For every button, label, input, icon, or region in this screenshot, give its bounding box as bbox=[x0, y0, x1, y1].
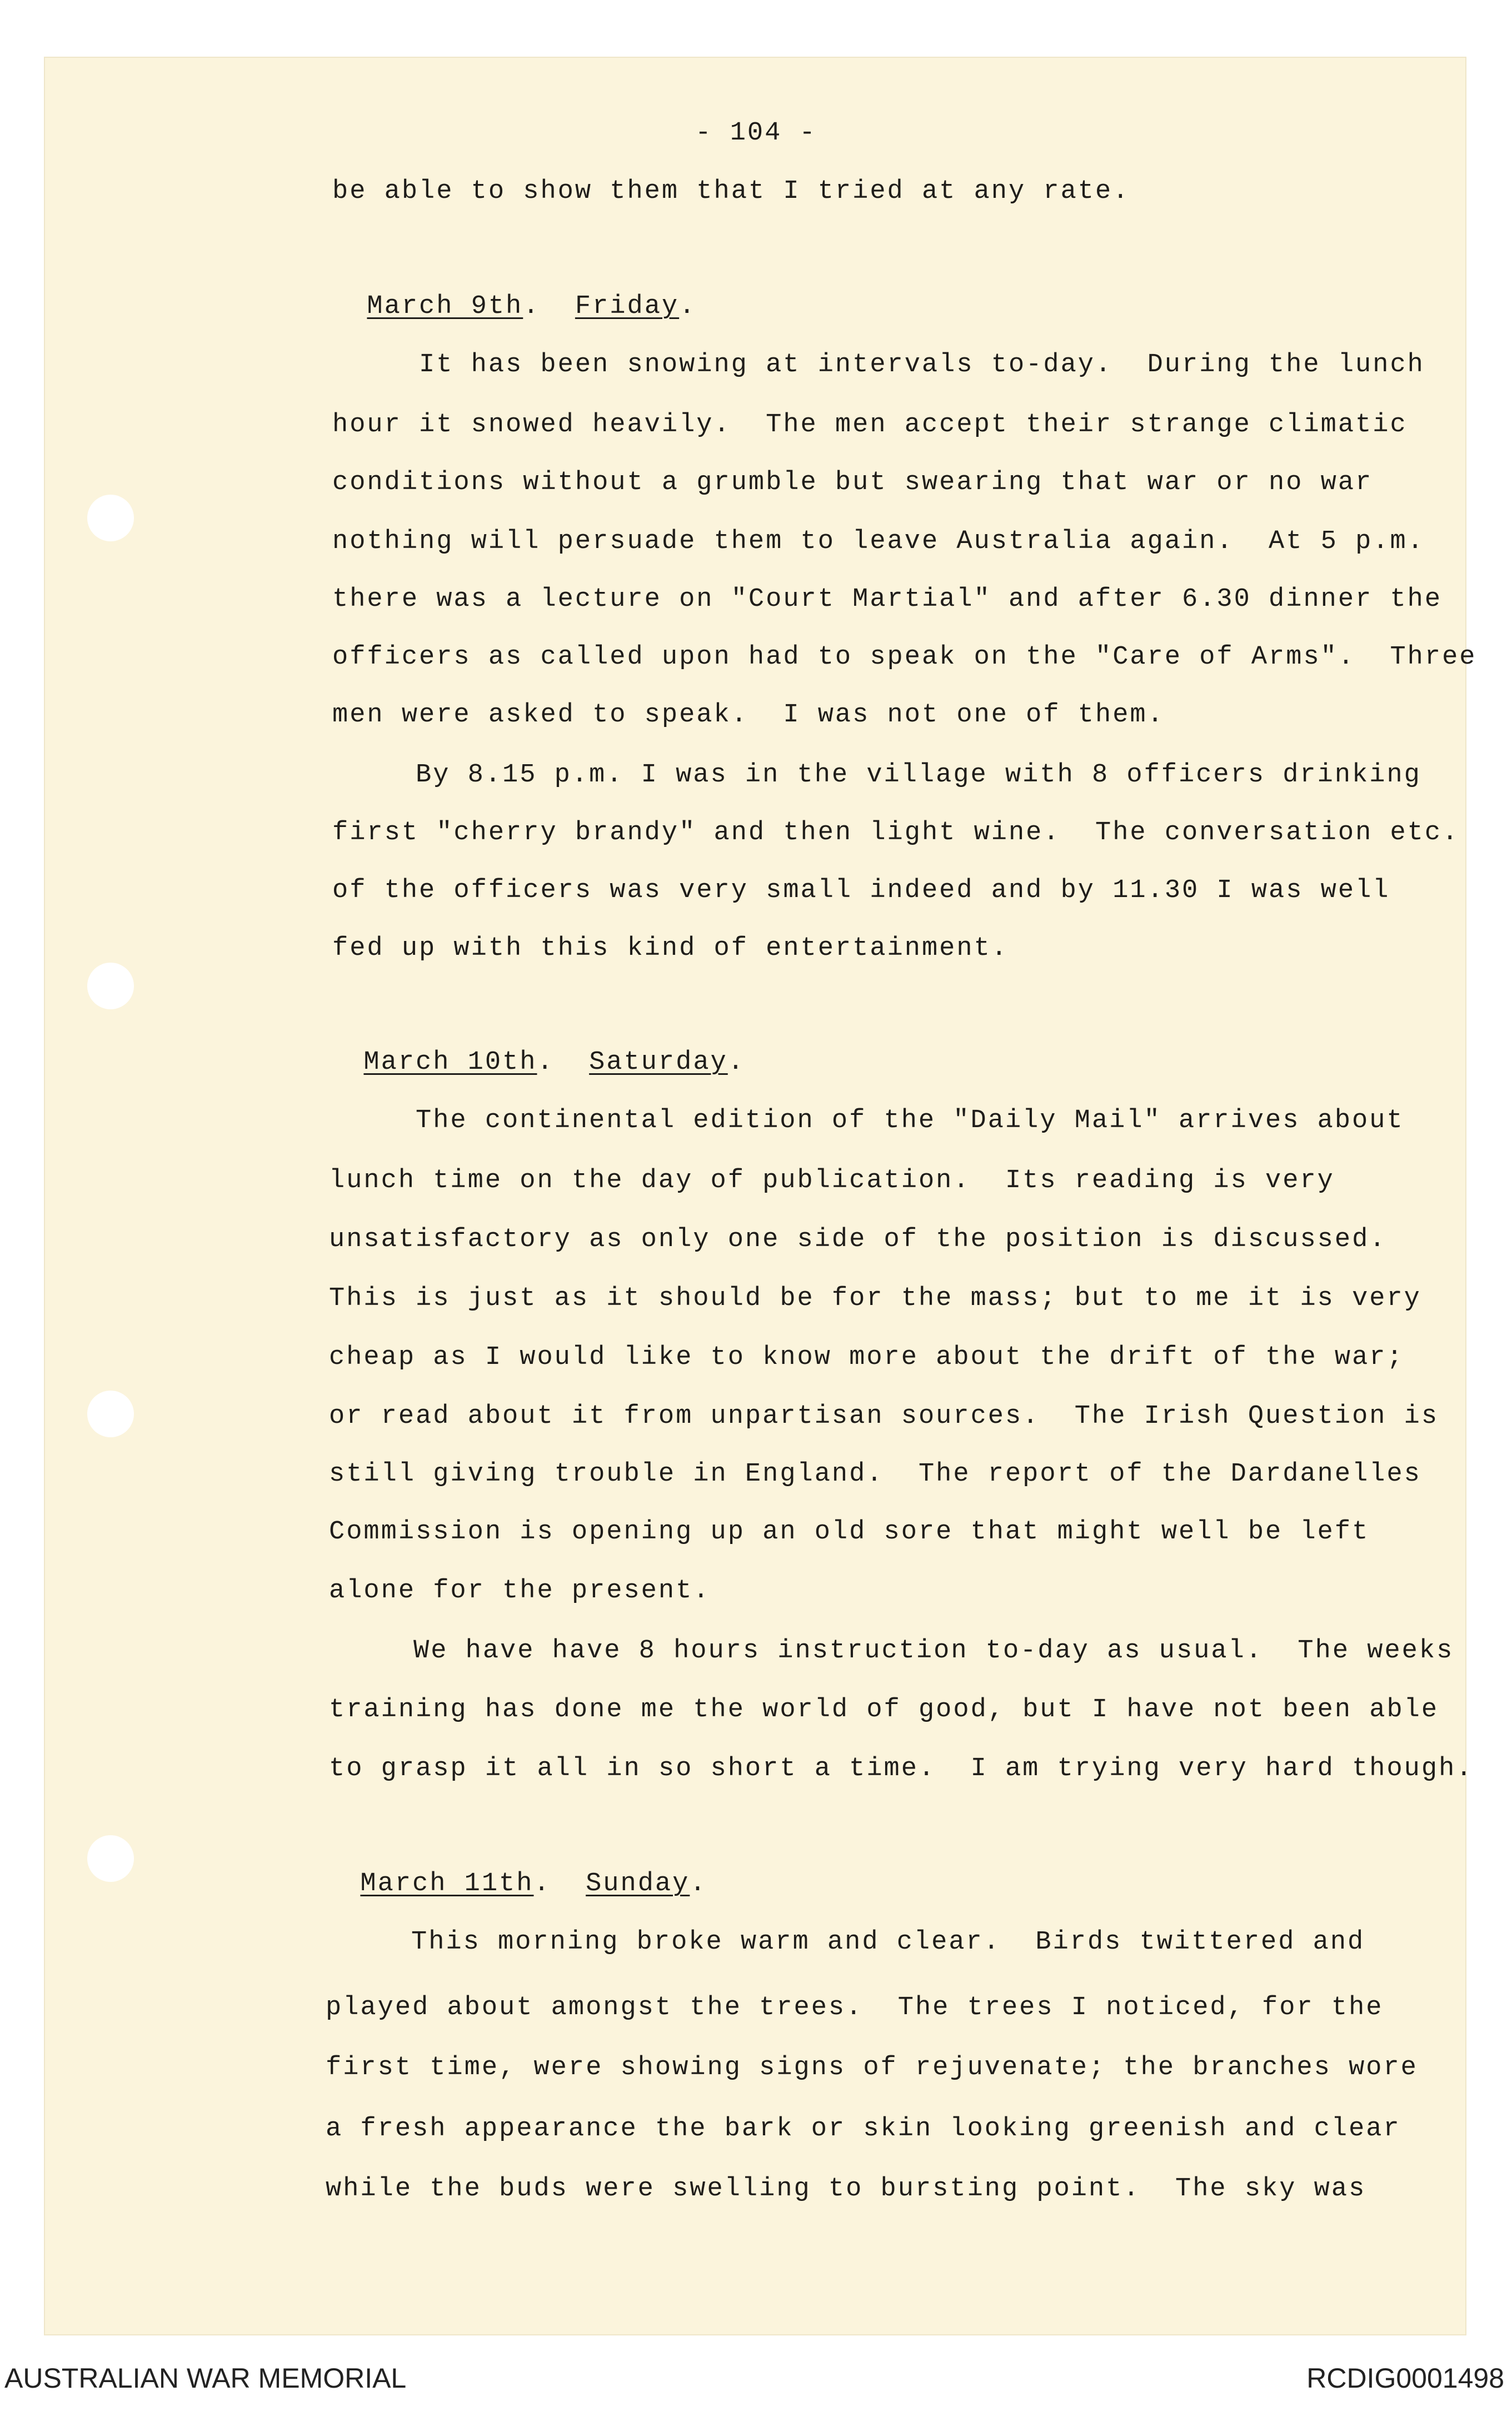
text-line: there was a lecture on "Court Martial" and after 6.30 dinner the bbox=[332, 585, 1443, 614]
text-line: cheap as I would like to know more about the drift of the war; bbox=[329, 1343, 1404, 1372]
text-line: still giving trouble in England. The report of the Dardanelles bbox=[329, 1459, 1421, 1489]
text-line: conditions without a grumble but swearing that war or no war bbox=[332, 468, 1373, 497]
text-line: of the officers was very small indeed and by 11.30 I was well bbox=[332, 876, 1390, 905]
text-line: This is just as it should be for the mass; but to me it is very bbox=[329, 1284, 1421, 1313]
text-line: The continental edition of the "Daily Mail" arrives about bbox=[416, 1106, 1404, 1135]
text-line: or read about it from unpartisan sources. The Irish Question is bbox=[329, 1402, 1439, 1431]
text-line: to grasp it all in so short a time. I am trying very hard though. bbox=[329, 1754, 1474, 1784]
text-line: a fresh appearance the bark or skin looking greenish and clear bbox=[326, 2114, 1401, 2144]
punch-hole bbox=[87, 963, 134, 1009]
text-line: men were asked to speak. I was not one of them. bbox=[332, 700, 1165, 730]
entry-heading: March 9th. Friday. bbox=[367, 292, 697, 321]
text-line: By 8.15 p.m. I was in the village with 8 officers drinking bbox=[416, 760, 1421, 790]
text-line: played about amongst the trees. The trees I noticed, for the bbox=[326, 1993, 1384, 2023]
text-line: lunch time on the day of publication. Its reading is very bbox=[329, 1166, 1335, 1195]
text-line: We have have 8 hours instruction to-day as usual. The weeks bbox=[413, 1636, 1454, 1666]
text-line: first "cherry brandy" and then light wine. The conversation etc. bbox=[332, 818, 1460, 848]
entry-date: March 11th bbox=[360, 1869, 534, 1899]
opening-line: be able to show them that I tried at any rate. bbox=[332, 177, 1130, 206]
punch-hole bbox=[87, 1391, 134, 1437]
text-line: fed up with this kind of entertainment. bbox=[332, 934, 1009, 963]
text-line: training has done me the world of good, but I have not been able bbox=[329, 1695, 1439, 1725]
footer-institution: AUSTRALIAN WAR MEMORIAL bbox=[4, 2363, 407, 2394]
text-line: while the buds were swelling to bursting point. The sky was bbox=[326, 2174, 1366, 2204]
text-line: This morning broke warm and clear. Birds twittered and bbox=[411, 1927, 1365, 1957]
page-number: - 104 - bbox=[695, 118, 817, 148]
entry-day: Saturday bbox=[589, 1048, 728, 1077]
punch-hole bbox=[87, 495, 134, 541]
punch-hole bbox=[87, 1835, 134, 1882]
text-line: It has been snowing at intervals to-day. During the lunch bbox=[419, 350, 1425, 380]
entry-day: Friday bbox=[575, 292, 680, 321]
text-line: officers as called upon had to speak on the "Care of Arms". Three bbox=[332, 642, 1477, 672]
text-line: unsatisfactory as only one side of the position is discussed. bbox=[329, 1225, 1387, 1254]
text-line: Commission is opening up an old sore that might well be left bbox=[329, 1517, 1370, 1547]
text-line: nothing will persuade them to leave Australia again. At 5 p.m. bbox=[332, 527, 1425, 556]
text-line: alone for the present. bbox=[329, 1576, 711, 1606]
entry-heading: March 10th. Saturday. bbox=[363, 1048, 745, 1077]
entry-heading: March 11th. Sunday. bbox=[360, 1869, 707, 1899]
entry-day: Sunday bbox=[586, 1869, 690, 1899]
entry-date: March 9th bbox=[367, 292, 523, 321]
entry-date: March 10th bbox=[363, 1048, 537, 1077]
text-line: first time, were showing signs of rejuvenate; the branches wore bbox=[326, 2053, 1418, 2083]
footer-identifier: RCDIG0001498 bbox=[1306, 2363, 1504, 2394]
text-line: hour it snowed heavily. The men accept their strange climatic bbox=[332, 410, 1408, 440]
